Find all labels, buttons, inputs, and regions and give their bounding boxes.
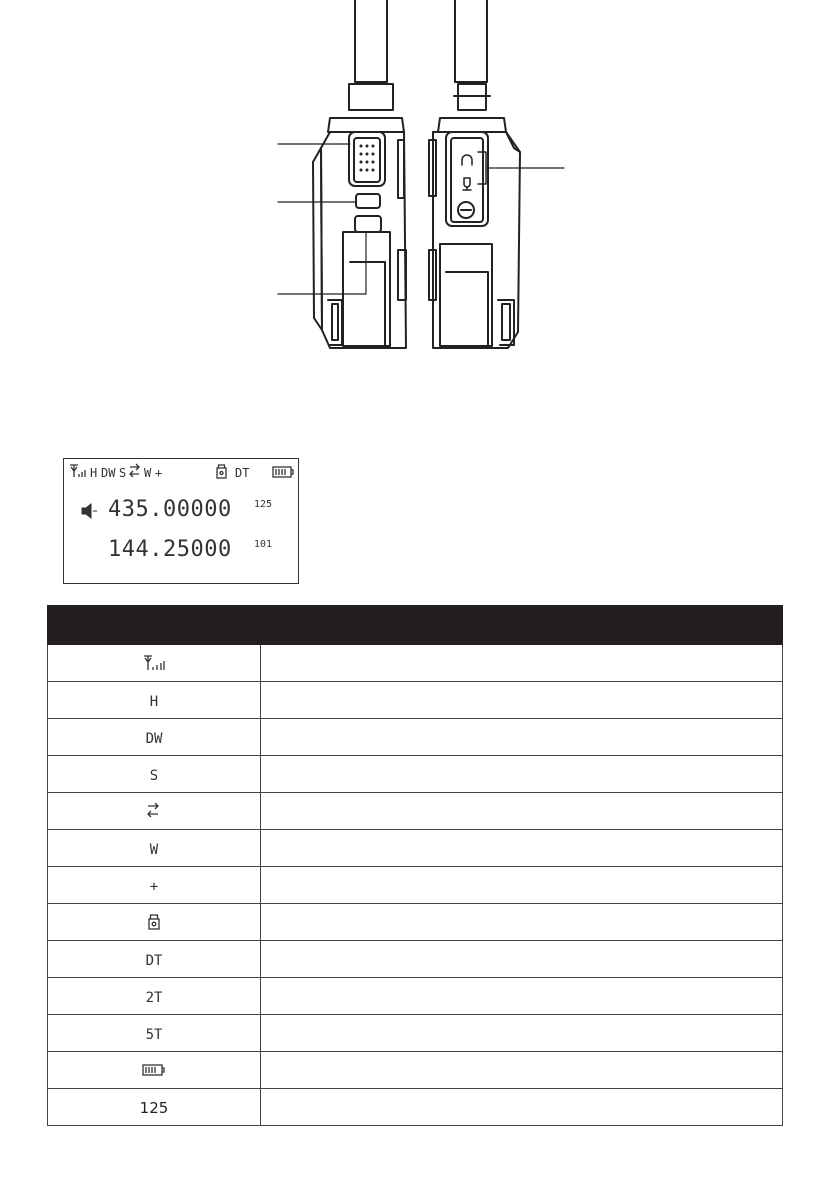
- description-cell: [261, 719, 783, 756]
- table-row: [48, 978, 783, 1015]
- sub-channel-number: 101: [254, 539, 273, 550]
- icon-cell: [48, 756, 261, 793]
- plus-icon: +: [149, 878, 159, 895]
- lock-icon: [217, 465, 226, 478]
- sub-frequency: 144.25000: [108, 537, 232, 562]
- table-row: [48, 1015, 783, 1052]
- signal-icon: [70, 465, 85, 477]
- icon-cell: [48, 941, 261, 978]
- jack-dots: [360, 145, 375, 172]
- icon-cell: [48, 904, 261, 941]
- high-power-icon: H: [90, 466, 98, 480]
- table-row: [48, 941, 783, 978]
- lcd-status-bar: [67, 463, 295, 481]
- icon-cell: [48, 1015, 261, 1052]
- battery-icon: [142, 1063, 166, 1077]
- description-cell: [261, 904, 783, 941]
- main-channel-number: 125: [254, 499, 273, 510]
- channel-number-icon: 125: [139, 1098, 169, 1117]
- lcd-icon-table: [47, 605, 783, 1126]
- radio-left-side-view: [313, 0, 406, 348]
- dual-watch-icon: DW: [145, 730, 163, 747]
- description-cell: [261, 793, 783, 830]
- icon-cell: [48, 719, 261, 756]
- icon-column-header: [48, 606, 261, 645]
- table-row: [48, 904, 783, 941]
- speaker-icon: [80, 503, 100, 519]
- table-row: [48, 719, 783, 756]
- icon-cell: [48, 682, 261, 719]
- signal-strength-icon: [142, 654, 166, 672]
- vox-icon: +: [155, 466, 163, 480]
- description-cell: [261, 682, 783, 719]
- two-tone-icon: 2T: [145, 989, 163, 1006]
- icon-cell: [48, 1052, 261, 1089]
- description-cell: [261, 867, 783, 904]
- scan-icon: S: [149, 767, 159, 784]
- description-cell: [261, 941, 783, 978]
- keypad-lock-icon: [147, 913, 161, 931]
- table-row: [48, 1089, 783, 1126]
- table-row: [48, 1052, 783, 1089]
- dual-watch-icon: DW: [101, 466, 116, 480]
- table-header-row: [48, 606, 783, 645]
- high-power-icon: H: [149, 693, 159, 710]
- radio-side-views-figure: [0, 0, 822, 360]
- icon-cell: [48, 1089, 261, 1126]
- description-cell: [261, 1052, 783, 1089]
- table-row: [48, 793, 783, 830]
- description-column-header: [261, 606, 783, 645]
- five-tone-icon: 5T: [145, 1026, 163, 1043]
- battery-icon: [273, 467, 293, 477]
- table-row: [48, 682, 783, 719]
- description-cell: [261, 1089, 783, 1126]
- icon-cell: [48, 645, 261, 682]
- dtmf-icon: DT: [145, 952, 163, 969]
- icon-cell: [48, 830, 261, 867]
- icon-cell: [48, 978, 261, 1015]
- lcd-display-panel: [63, 458, 299, 584]
- table-row: [48, 645, 783, 682]
- table-row: [48, 867, 783, 904]
- scan-icon: S: [119, 466, 127, 480]
- dtmf-icon: DT: [235, 466, 250, 480]
- icon-cell: [48, 793, 261, 830]
- radio-right-side-view: [429, 0, 520, 348]
- table-row: [48, 756, 783, 793]
- table-row: [48, 830, 783, 867]
- main-frequency: 435.00000: [108, 497, 232, 522]
- description-cell: [261, 756, 783, 793]
- icon-cell: [48, 867, 261, 904]
- description-cell: [261, 978, 783, 1015]
- description-cell: [261, 645, 783, 682]
- shift-icon: [130, 464, 139, 477]
- description-cell: [261, 1015, 783, 1052]
- description-cell: [261, 830, 783, 867]
- offset-direction-icon: [146, 802, 162, 820]
- wide-band-icon: W: [149, 841, 159, 858]
- wide-icon: W: [144, 466, 152, 480]
